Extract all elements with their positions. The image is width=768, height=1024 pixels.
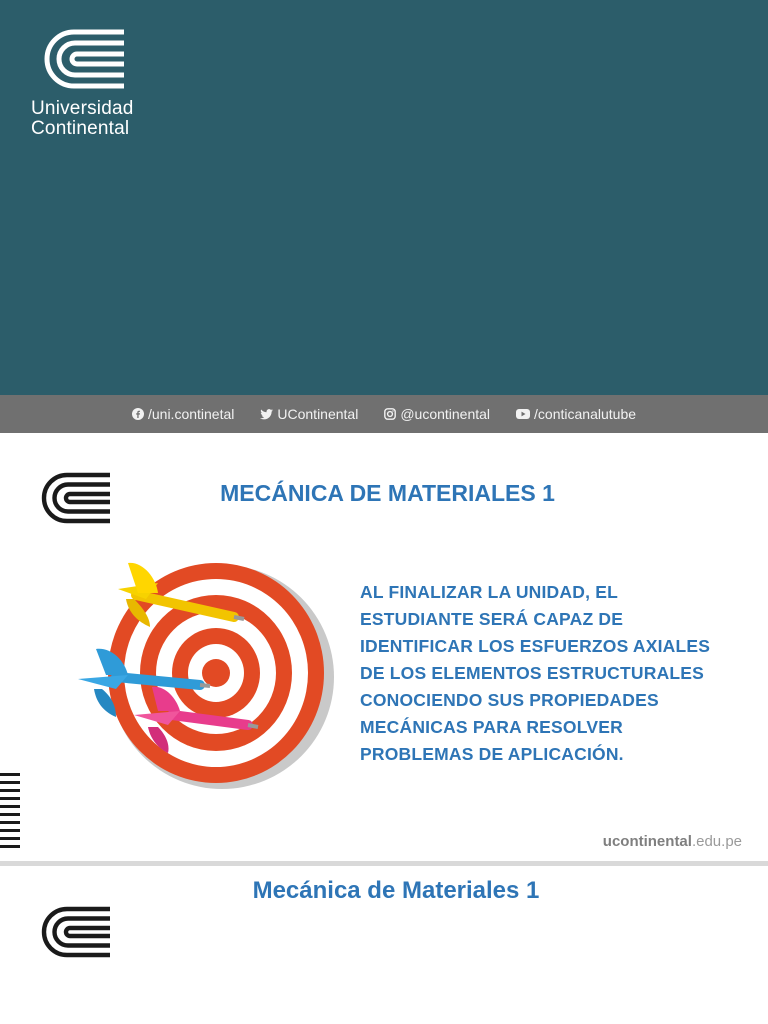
university-logo-icon xyxy=(44,28,128,90)
objective-line: ESTUDIANTE SERÁ CAPAZ DE xyxy=(360,609,624,629)
facebook-icon xyxy=(132,408,144,420)
social-instagram-label: @ucontinental xyxy=(400,406,491,422)
university-logo-icon xyxy=(40,905,112,959)
university-name-line1: Universidad xyxy=(31,98,134,119)
social-facebook[interactable] xyxy=(132,406,234,422)
youtube-icon xyxy=(516,409,530,419)
title-slide xyxy=(0,866,768,1024)
website-url[interactable] xyxy=(603,833,742,850)
objective-line: AL FINALIZAR LA UNIDAD, EL xyxy=(360,582,618,602)
slide-title: Mecánica de Materiales 1 xyxy=(252,877,540,904)
slide-title: MECÁNICA DE MATERIALES 1 xyxy=(220,480,555,506)
website-url-suffix: .edu.pe xyxy=(691,833,742,850)
website-url-domain: ucontinental xyxy=(602,833,692,850)
social-facebook-label: /uni.continetal xyxy=(147,406,235,422)
objective-slide xyxy=(0,433,768,861)
objective-line: PROBLEMAS DE APLICACIÓN. xyxy=(360,744,624,764)
instagram-icon xyxy=(384,408,396,420)
university-logo-icon xyxy=(40,471,112,525)
twitter-icon xyxy=(260,409,273,420)
social-twitter-label: UContinental xyxy=(277,406,359,422)
social-youtube[interactable] xyxy=(516,406,636,422)
decorative-stripes-icon xyxy=(0,773,20,853)
objective-line: MECÁNICAS PARA RESOLVER xyxy=(360,717,623,737)
social-bar xyxy=(0,395,768,433)
social-twitter[interactable] xyxy=(260,406,358,422)
social-instagram[interactable] xyxy=(384,406,490,422)
objective-line: DE LOS ELEMENTOS ESTRUCTURALES xyxy=(360,663,705,683)
objective-line: IDENTIFICAR LOS ESFUERZOS AXIALES xyxy=(360,636,711,656)
learning-objective-text xyxy=(360,579,740,768)
university-name-line2: Continental xyxy=(31,118,130,139)
university-name xyxy=(31,99,134,139)
dartboard-target-icon xyxy=(76,555,338,807)
social-youtube-label: /conticanalutube xyxy=(534,406,637,422)
cover-slide xyxy=(0,0,768,395)
objective-line: CONOCIENDO SUS PROPIEDADES xyxy=(360,690,659,710)
